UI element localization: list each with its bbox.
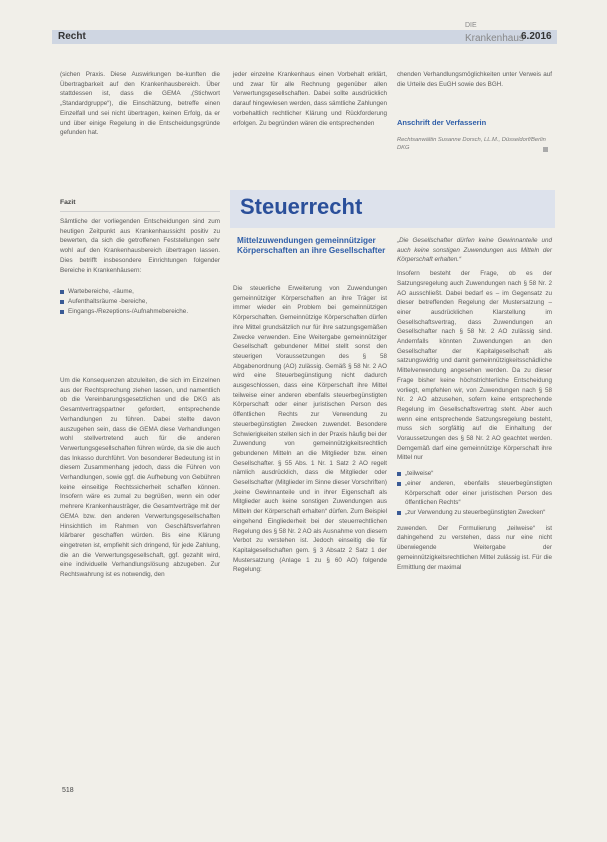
journal-logo: [465, 22, 524, 45]
fazit-label: Fazit: [60, 199, 220, 212]
author-heading: Anschrift der Verfasserin: [397, 118, 487, 127]
fazit-text: Sämtliche der vorliegenden Entscheidungen sind zum heutigen Zeitpunkt aus Krankenhaussicht positiv zu bewerten, da sich die getroffenen Feststellungen sehr wohl auf den Krankenhausbereich übertragen lassen. Dies betrifft insbesondere Einrichtungen folgender Bereiche in Krankenhäusern:: [60, 218, 220, 274]
left-intro-text: (sichen Praxis. Diese Auswirkungen be-kunften die Übertragbarkeit auf den Krankenhausbereich. Über stattdessen ist, dass die GEMA ,(Stichwort „Standardgruppe“), die Einschätzung, betreffe einen Einzelfall und sei nicht übertragen, keinen Erfolg, da er und über einige Regelung in die Entscheidungsgründe gefunden hat.: [60, 71, 220, 137]
mid-top: [233, 70, 387, 128]
left-body: [60, 376, 220, 580]
list-item: „zur Verwendung zu steuerbegünstigten Zwecken“: [397, 508, 552, 518]
article-bullets: [397, 469, 552, 518]
article-right-body: [397, 236, 552, 572]
article-mid-body: [233, 284, 387, 575]
article-right-text: Insofern besteht der Frage, ob es der Satzungsregelung auch Zuwendungen nach § 58 Nr. 2 AO ausschließt. Dabei bedarf es – im Gegensatz zu dieser betreffenden Regelung der Mustersatzung – einer ausdrücklichen Klarstellung im Gesellschaftsvertrag, dass Zuwendungen an Gesellschafter nach § 58 Nr. 2 AO zulässig sind. Andernfalls könnten Zuwendungen an den Gesellschafter der Kapitalgesellschaft als satzungswidrig und damit gemeinnützigkeitsschädliche Mittelverwendung angesehen werden. Da zu dieser Frage bisher keine höchstrichterliche Entscheidung vorliegt, empfehlen wir, von Zuwendungen nach § 58 Nr. 2 AO abzusehen, sofern keine entsprechende Regelung im Gesellschaftsvertrag steht. Aber auch wenn eine entsprechende Satzungsregelung besteht, muss sich sorgfältig auf die Einhaltung der Voraussetzungen des § 58 Nr. 2 AO geachtet werden. Demgemäß darf eine gemeinnützige Körperschaft ihre Mittel nur: [397, 270, 552, 462]
page-number: 518: [62, 787, 74, 794]
list-item: Eingangs-/Rezeptions-/Aufnahmebereiche.: [60, 307, 220, 317]
section-banner-title: Steuerrecht: [240, 194, 363, 219]
section-title: Recht: [58, 31, 86, 42]
fazit-block: [60, 217, 220, 316]
author-line: Rechtsanwältin Susanne Dorsch, LL.M., Düsseldorf/Berlin DKG: [397, 137, 546, 151]
left-body-text: Um die Konsequenzen abzuleiten, die sich im Einzelnen aus der Rechtsprechung ziehen lassen, und namentlich ob die Vereinbarungsgesetzlichen und die DKG als Gesamtvertragspartner gefordert, entsprechende Verhandlungen zu führen. Dabei stellte davon auszugehen sein, dass die GEMA diese Verhandlungen wohl stellvertretend auch für die anderen Verwertungsgesellschaften führen würde, da sie die auch das Inkasso durchführt. Von besonderer Bedeutung ist in diesem Zusammenhang jedoch, dass die Führen von Verhandlungen, sowie ggf. die Aufhebung von Gebühren keine einseitige Rechtssicherheit schaffen können. Insofern wäre es zumal zu begrüßen, wenn ein oder mehrere Krankenhausträger, die Gesamtverträge mit der GEMA bzw. den anderen Verwertungsgesellschaften Hinsichtlich im Rahmen von Geschäftsverfahren klärbarer geschaffen würden. Bis eine Klärung eingetreten ist, empfiehlt sich dringend, für jede Zahlung, die an die Verwertungsgesellschaft, ggf. gezahlt wird, eine individuelle Verhandlungslösung abzugeben. Zur Rechtswahrung ist es notwendig, den: [60, 377, 220, 579]
logo-small-text: DIE: [465, 22, 477, 29]
article-mid-text: Die steuerliche Erweiterung von Zuwendungen gemeinnütziger Körperschaften an ihre Träger ist immer wieder ein Problem bei gemeinnützigen Körperschaften. Gemeinnützige Körperschaften dürfen ihre Mittel grundsätzlich nur für ihre satzungsgemäßen Zwecke verwenden. Eine Weitergabe gemeinnütziger Gesellschaft gebundener Mittel stellt sonst den steuerigen Voraussetzungen des § 58 Abgabenordnung (AO) zulässig. Gemäß § 58 Nr. 2 AO wird eine Steuerbegünstigung nicht dadurch ausgeschlossen, dass eine Körperschaft ihre Mittel teilweise einer anderen ebenfalls steuerbegünstigten Körperschaft oder einer juristischen Person des öffentlichen Rechts zur Verwendung zu steuerbegünstigten Zwecken zuwendet. Besondere Schwierigkeiten stellen sich in der Praxis häufig bei der Zuwendung von gemeinnützigkeitsrechtlich gebundenen Mitteln an die Mitglieder bzw. einen Gesellschafter. § 55 Abs. 1 Nr. 1 Satz 2 AO regelt nämlich ausdrücklich, dass die Mitglieder oder Gesellschafter (Mitglieder im Sinne dieser Vorschriften) „keine Gewinnanteile und in ihrer Eigenschaft als Mitglieder auch keine sonstigen Zuwendungen aus Mitteln der Körperschaft erhalten“ dürfen. Zum Beispiel eingehend Eingliederheit bei der steuerrechtlichen Regelung des § 58 Nr. 2 AO als Ausnahme von diesem Verbot zu verstehen ist. Jedoch einseitig die für Kapitalgesellschaften gem. § 3 Absatz 2 Satz 1 der Mustersatzung (Anlage 1 zu § 60 AO) folgende Regelung:: [233, 285, 387, 574]
article-headline: Mittelzuwendungen gemeinnütziger Körperschaften an ihre Gesellschafter: [237, 236, 386, 255]
article-quote: „Die Gesellschafter dürfen keine Gewinnanteile und auch keine sonstigen Zuwendungen aus Mitteln der Körperschaft erhalten.“: [397, 237, 552, 264]
list-item: „teilweise“: [397, 469, 552, 479]
logo-name: Krankenhaus: [465, 33, 524, 44]
mid-top-text: jeder einzelne Krankenhaus einen Vorbehalt erklärt, und zwar für alle Rechnung gegenüber allen Verwertungsgesellschaften. Dabei sollte ausdrücklich darauf hingewiesen werden, dass sämtliche Zahlungen vorbehaltlich rechtlicher Klärung und Rückforderung erfolgen. Zu begründen wären die entsprechenden: [233, 71, 387, 127]
fazit-bullets: [60, 287, 220, 316]
right-top-text: chenden Verhandlungsmöglichkeiten unter Verweis auf die Urteile des EuGH sowie des BGH.: [397, 71, 552, 88]
issue-number: 6.2016: [521, 31, 552, 42]
end-mark: [543, 147, 548, 152]
list-item: Wartebereiche, -räume,: [60, 287, 220, 297]
left-intro: [60, 70, 220, 138]
article-right-tail: zuwenden. Der Formulierung „teilweise“ ist dahingehend zu verstehen, dass nur eine nicht überwiegende Weitergabe der gemeinnützigkeitsrechtlichen Mittel zulässig ist. Für die Ermittlung der maximal: [397, 524, 552, 571]
right-top: [397, 70, 552, 89]
list-item: „einer anderen, ebenfalls steuerbegünstigten Körperschaft oder einer juristischen Person des öffentlichen Rechts“: [397, 479, 552, 508]
list-item: Aufenthaltsräume -bereiche,: [60, 297, 220, 307]
